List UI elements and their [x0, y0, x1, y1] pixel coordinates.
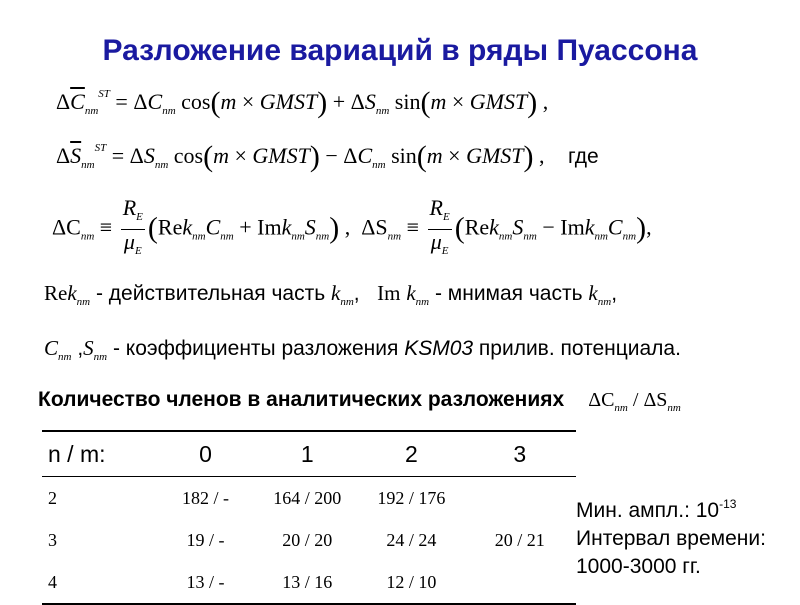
header-cell: 0 [156, 431, 255, 477]
table-cell [463, 561, 576, 604]
table-heading: Количество членов в аналитических разложениях $\Delta C_{nm} / \Delta S_{nm}$ [38, 388, 681, 414]
equation-delta-s-st: $\Delta\overline{S}_{nm}^{ST} = \Delta S_{nm}$ cos(m × GMST) − $\Delta C_{nm}$ sin(m × GMST) , где [56, 140, 599, 173]
header-cell: 1 [255, 431, 359, 477]
table-cell: 182 / - [182, 487, 230, 508]
table-cell [463, 477, 576, 520]
table-cell: 164 / 200 [273, 487, 342, 508]
table-cell: 13 / - [156, 561, 255, 604]
table-cell: 24 / 24 [386, 529, 437, 550]
table-cell: 13 / 16 [255, 561, 359, 604]
table-cell: 20 / 20 [282, 529, 333, 550]
page-title: Разложение вариаций в ряды Пуассона [102, 34, 698, 67]
header-cell: n / m: [42, 431, 156, 477]
table-cell: 2 [48, 487, 57, 508]
equation-delta-c-s-definitions: $\Delta C_{nm}$ ≡ $\frac{R_E}{\mu_E}$ $(Rek_{nm}C_{nm} + Imk_{nm}S_{nm})$ , $\Delta S_{nm}$ ≡ $\frac{R_E}{\mu_E}$ $(Rek_{nm}S_{nm} - Imk_{nm}C_{nm})$, [52, 195, 652, 257]
table-cell: 3 [48, 529, 57, 550]
table-cell: 4 [42, 561, 156, 604]
where-label: где [568, 145, 599, 168]
notes-block [576, 490, 766, 581]
equation-delta-c-st: $\Delta\overline{C}_{nm}^{ST} = \Delta C_{nm}$ cos(m × GMST) + $\Delta S_{nm}$ sin(m × GMST) , [56, 86, 549, 119]
header-cell: 2 [359, 431, 463, 477]
table-row [42, 519, 576, 561]
table-cell: 20 / 21 [494, 529, 545, 550]
table-header-row [42, 431, 576, 477]
table-row [42, 477, 576, 520]
terms-count-table [42, 430, 576, 605]
definition-coefficients: $C_{nm}$ $,S_{nm}$ - коэффициенты разложения KSM03 прилив. потенциала. [44, 336, 681, 363]
definition-re-im: Rek$_{nm}$ - действительная часть $k_{nm}$, Im $k_{nm}$ - мнимая часть $k_{nm}$, [44, 281, 618, 308]
header-cell: 3 [463, 431, 576, 477]
interval-value: 1000-3000 гг. [576, 555, 701, 578]
table-cell: 12 / 10 [359, 561, 463, 604]
table-cell: 19 / - [186, 529, 225, 550]
table-row [42, 561, 576, 604]
interval-label: Интервал времени: [576, 527, 766, 550]
table-cell: 192 / 176 [377, 487, 446, 508]
min-amplitude: Мин. ампл.: $10^{-13}$ [576, 497, 737, 522]
